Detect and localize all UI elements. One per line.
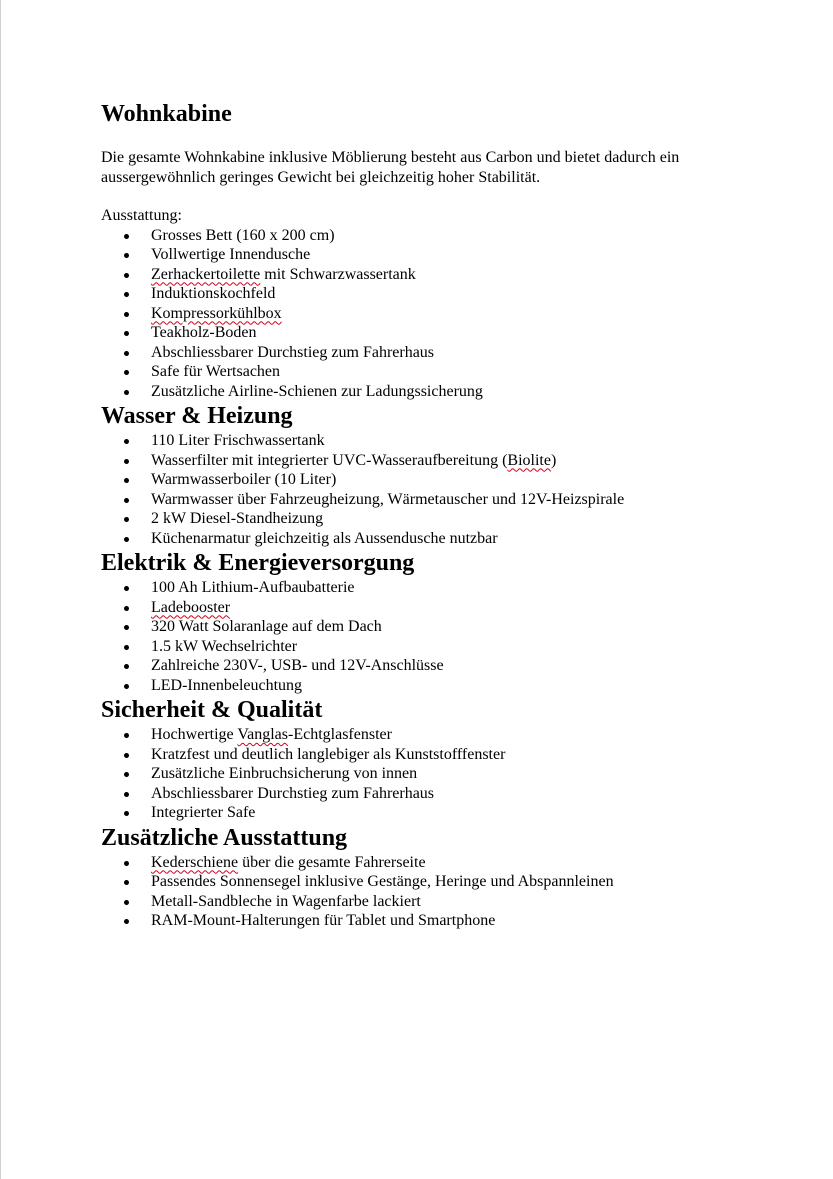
document-content	[101, 99, 761, 931]
list-item: 110 Liter Frischwassertank	[101, 431, 761, 451]
list-item: 2 kW Diesel-Standheizung	[101, 509, 761, 529]
list-item-text: Hochwertige	[151, 726, 238, 743]
wohnkabine-list	[101, 226, 761, 402]
list-item	[101, 265, 761, 285]
list-item	[101, 725, 761, 745]
list-item: Küchenarmatur gleichzeitig als Aussendusche nutzbar	[101, 529, 761, 549]
heading-wasser-heizung: Wasser & Heizung	[101, 403, 293, 429]
list-item	[101, 853, 761, 873]
list-item	[101, 598, 761, 618]
heading-sicherheit: Sicherheit & Qualität	[101, 697, 323, 723]
elektrik-list	[101, 578, 761, 695]
list-item-text: mit Schwarzwassertank	[260, 265, 416, 283]
list-item: Abschliessbarer Durchstieg zum Fahrerhaus	[101, 784, 761, 804]
list-item: Integrierter Safe	[101, 803, 761, 823]
wasser-heizung-list	[101, 431, 761, 548]
intro-paragraph: Die gesamte Wohnkabine inklusive Möblierung besteht aus Carbon und bietet dadurch ein aussergewöhnlich geringes Gewicht bei gleichzeitig hoher Stabilität.	[101, 149, 680, 186]
list-item: Grosses Bett (160 x 200 cm)	[101, 226, 761, 246]
spellcheck-word: Biolite	[507, 451, 551, 469]
list-item: Zusätzliche Einbruchsicherung von innen	[101, 764, 761, 784]
list-item-text: )	[550, 451, 557, 469]
spellcheck-word: Kederschiene	[151, 853, 239, 871]
list-item: 100 Ah Lithium-Aufbaubatterie	[101, 578, 761, 598]
ausstattung-label: Ausstattung:	[101, 207, 182, 224]
spellcheck-word: Kompressorkühlbox	[151, 304, 282, 322]
list-item: Metall-Sandbleche in Wagenfarbe lackiert	[101, 892, 761, 912]
list-item-text: über die gesamte Fahrerseite	[238, 853, 426, 871]
list-item: Teakholz-Boden	[101, 323, 761, 343]
zusaetzliche-list	[101, 853, 761, 931]
list-item: Passendes Sonnensegel inklusive Gestänge, Heringe und Abspannleinen	[101, 872, 761, 892]
list-item: Zahlreiche 230V-, USB- und 12V-Anschlüsse	[101, 656, 761, 676]
list-item: 320 Watt Solaranlage auf dem Dach	[101, 617, 761, 637]
list-item: Zusätzliche Airline-Schienen zur Ladungssicherung	[101, 382, 761, 402]
heading-elektrik: Elektrik & Energieversorgung	[101, 550, 415, 576]
list-item: Vollwertige Innendusche	[101, 245, 761, 265]
list-item	[101, 304, 761, 324]
list-item: Safe für Wertsachen	[101, 362, 761, 382]
list-item-text: -Echtglasfenster	[288, 726, 392, 743]
list-item: Abschliessbarer Durchstieg zum Fahrerhaus	[101, 343, 761, 363]
spellcheck-word: Zerhackertoilette	[151, 265, 261, 283]
list-item: 1.5 kW Wechselrichter	[101, 637, 761, 657]
list-item: Warmwasser über Fahrzeugheizung, Wärmetauscher und 12V-Heizspirale	[101, 490, 761, 510]
list-item: RAM-Mount-Halterungen für Tablet und Smartphone	[101, 911, 761, 931]
heading-zusaetzliche-ausstattung: Zusätzliche Ausstattung	[101, 824, 348, 851]
heading-wohnkabine: Wohnkabine	[101, 101, 232, 127]
spellcheck-word: Ladebooster	[151, 598, 231, 616]
list-item: Warmwasserboiler (10 Liter)	[101, 470, 761, 490]
list-item: LED-Innenbeleuchtung	[101, 676, 761, 696]
list-item: Kratzfest und deutlich langlebiger als Kunststofffenster	[101, 745, 761, 765]
list-item	[101, 451, 761, 471]
sicherheit-list	[101, 725, 761, 823]
spellcheck-word: Vanglas	[237, 726, 288, 743]
list-item: Induktionskochfeld	[101, 284, 761, 304]
list-item-text: Wasserfilter mit integrierter UVC-Wasseraufbereitung (	[151, 451, 508, 469]
